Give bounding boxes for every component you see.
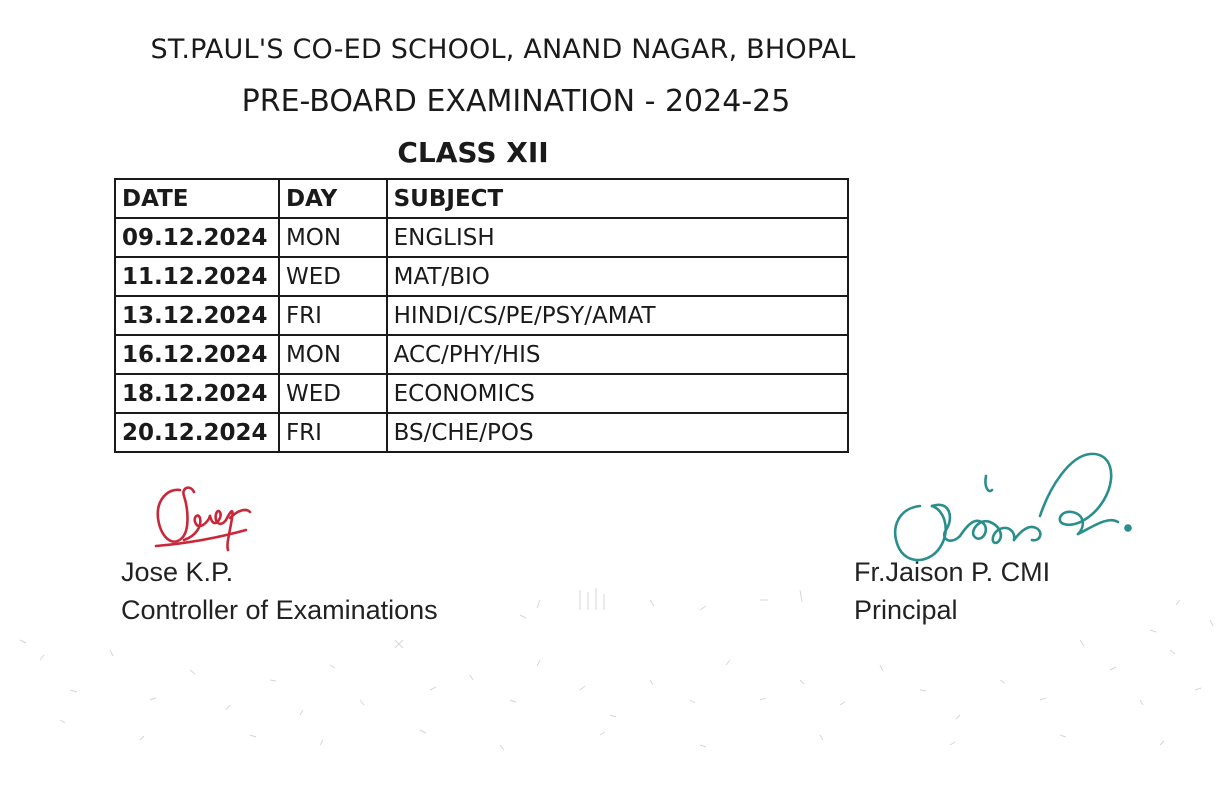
day-cell: FRI (279, 296, 387, 335)
day-cell: WED (279, 374, 387, 413)
column-header-day: DAY (279, 179, 387, 218)
subject-cell: ECONOMICS (387, 374, 848, 413)
signature-ink (156, 488, 250, 550)
table-row (115, 218, 848, 257)
class-title: CLASS XII (397, 136, 549, 169)
subject-cell: BS/CHE/POS (387, 413, 848, 452)
controller-signatory (121, 553, 438, 629)
table-row (115, 296, 848, 335)
principal-title: Principal (854, 595, 958, 625)
principal-signatory (854, 553, 1050, 629)
column-header-subject: SUBJECT (387, 179, 848, 218)
date-cell: 09.12.2024 (115, 218, 279, 257)
date-cell: 18.12.2024 (115, 374, 279, 413)
signature-ink (895, 454, 1130, 560)
table-row (115, 413, 848, 452)
controller-signature (150, 478, 260, 558)
principal-name: Fr.Jaison P. CMI (854, 557, 1051, 587)
day-cell: MON (279, 218, 387, 257)
subject-cell: HINDI/CS/PE/PSY/AMAT (387, 296, 848, 335)
table-row (115, 374, 848, 413)
subject-cell: ACC/PHY/HIS (387, 335, 848, 374)
controller-name: Jose K.P. (121, 557, 234, 587)
day-cell: WED (279, 257, 387, 296)
day-cell: MON (279, 335, 387, 374)
date-cell: 11.12.2024 (115, 257, 279, 296)
column-header-date: DATE (115, 179, 279, 218)
subject-cell: MAT/BIO (387, 257, 848, 296)
date-cell: 13.12.2024 (115, 296, 279, 335)
table-row (115, 335, 848, 374)
exam-title: PRE-BOARD EXAMINATION - 2024-25 (241, 84, 791, 119)
date-cell: 16.12.2024 (115, 335, 279, 374)
subject-cell: ENGLISH (387, 218, 848, 257)
day-cell: FRI (279, 413, 387, 452)
table-header-row (115, 179, 848, 218)
date-cell: 20.12.2024 (115, 413, 279, 452)
exam-schedule-table (114, 178, 849, 453)
table-row (115, 257, 848, 296)
school-name: ST.PAUL'S CO-ED SCHOOL, ANAND NAGAR, BHOPAL (150, 34, 856, 65)
controller-title: Controller of Examinations (121, 595, 438, 625)
